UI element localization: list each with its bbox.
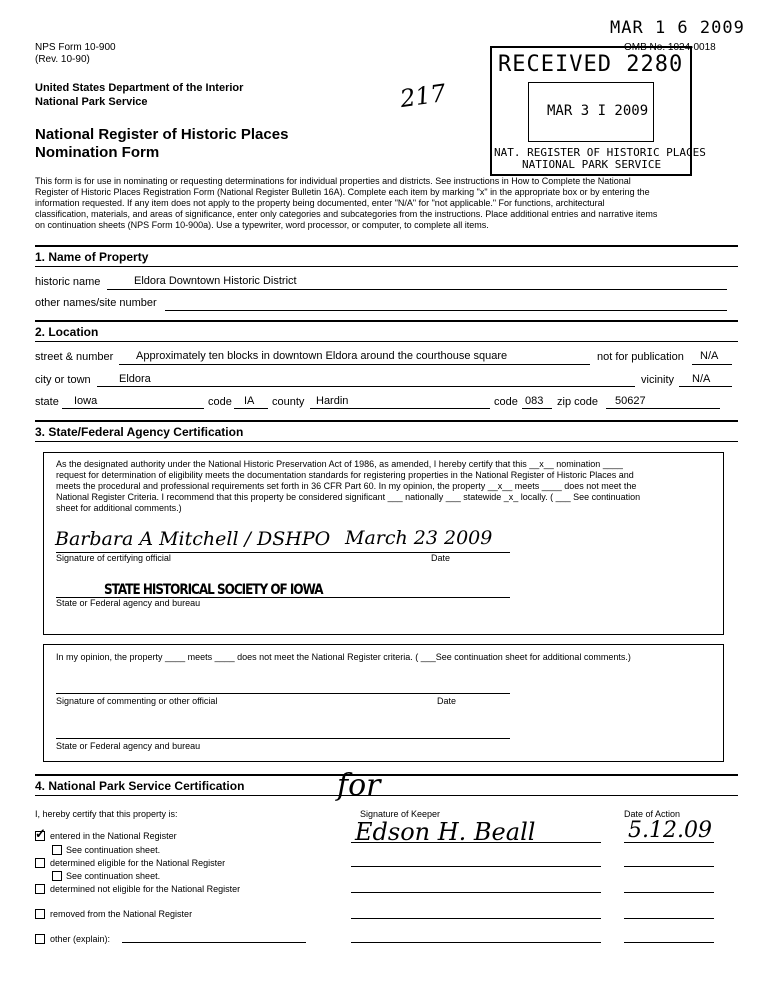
historic-name-label: historic name — [35, 276, 101, 288]
state-code-value[interactable]: IA — [244, 395, 255, 407]
date-line-2 — [624, 866, 714, 867]
state-line — [62, 408, 204, 409]
section2-rule — [35, 341, 738, 342]
section4-rule — [35, 795, 738, 796]
state-value[interactable]: Iowa — [74, 395, 98, 407]
instructions — [35, 176, 745, 231]
city-label: city or town — [35, 374, 91, 386]
instructions-line4: classification, materials, and areas of significance, enter only categories and subcategories from the instructions. Place additional entries and narrative items — [35, 209, 658, 219]
section3-heading: 3. State/Federal Agency Certification — [35, 425, 244, 439]
action-date: 5.12.09 — [628, 818, 712, 843]
other-names-label: other names/site number — [35, 297, 157, 309]
other-names-line — [165, 310, 727, 311]
received-date: MAR 3 I 2009 — [547, 103, 649, 119]
comment-date-label: Date — [437, 696, 457, 706]
entered-label: entered in the National Register — [50, 831, 177, 841]
instructions-line5: on continuation sheets (NPS Form 10-900a). Use a typewriter, word processor, or computer, to complete all items. — [35, 220, 489, 230]
agency-label: State or Federal agency and bureau — [56, 598, 201, 608]
keeper-label: Signature of Keeper — [360, 809, 441, 819]
service-name: National Park Service — [35, 96, 148, 108]
eligible-label: determined eligible for the National Register — [50, 858, 226, 868]
cert-line1: As the designated authority under the National Historic Preservation Act of 1986, as amended, I hereby certify that this __x__ nomination ____ — [56, 459, 623, 469]
section1-heading: 1. Name of Property — [35, 250, 149, 264]
zip-value[interactable]: 50627 — [615, 395, 646, 407]
received-date-box — [528, 82, 654, 142]
agency-stamp: STATE HISTORICAL SOCIETY OF IOWA — [104, 580, 323, 598]
top-date-stamp: MAR 1 6 2009 — [610, 18, 745, 38]
nfp-line — [692, 364, 732, 365]
section3-rule-top — [35, 420, 738, 422]
cert-line2: request for determination of eligibility meets the documentation standards for registering properties in the National Register of Historic Places and — [56, 470, 634, 480]
keeper-line-4 — [351, 918, 601, 919]
handwritten-number: 217 — [398, 78, 448, 114]
county-code-value[interactable]: 083 — [525, 395, 544, 407]
nfp-label: not for publication — [597, 351, 684, 363]
form-revision: (Rev. 10-90) — [35, 54, 90, 65]
eligible-continuation-checkbox[interactable] — [52, 871, 62, 881]
eligible-continuation-label: See continuation sheet. — [66, 871, 161, 881]
not-eligible-checkbox[interactable] — [35, 884, 45, 894]
city-line — [97, 386, 635, 387]
other-label: other (explain): — [50, 934, 111, 944]
removed-checkbox[interactable] — [35, 909, 45, 919]
instructions-line1: This form is for use in nominating or requesting determinations for individual properties and districts. See instructions in How to Complete the National — [35, 176, 631, 186]
form-title-line2: Nomination Form — [35, 144, 160, 161]
entered-checkbox[interactable] — [35, 826, 46, 841]
section4-heading: 4. National Park Service Certification — [35, 779, 245, 793]
state-code-line — [234, 408, 268, 409]
county-label: county — [272, 396, 305, 408]
for-note: for — [337, 768, 381, 803]
historic-name-line — [107, 289, 727, 290]
section4-rule-top — [35, 774, 738, 776]
county-value[interactable]: Hardin — [316, 395, 349, 407]
signature-date-label: Date — [431, 553, 451, 563]
street-line — [119, 364, 590, 365]
cert-line3: meets the procedural and professional requirements set forth in 36 CFR Part 60. In my opinion, the property __x__ meets ____ does not meet the — [56, 481, 637, 491]
county-line — [310, 408, 490, 409]
comment-agency-label: State or Federal agency and bureau — [56, 741, 201, 751]
county-code-line — [522, 408, 552, 409]
certify-label: I, hereby certify that this property is: — [35, 809, 178, 819]
form-title-line1: National Register of Historic Places — [35, 126, 289, 143]
certifying-signature: Barbara A Mitchell / DSHPO — [55, 528, 331, 550]
historic-name-value[interactable]: Eldora Downtown Historic District — [134, 275, 297, 287]
received-org-line1: NAT. REGISTER OF HISTORIC PLACES — [494, 146, 706, 159]
cert-line4: National Register Criteria. I recommend that this property be considered significant ___ nationally ___ statewide _x_ locally. ( ___ See continuation — [56, 492, 641, 502]
vicinity-line — [679, 386, 732, 387]
section2-heading: 2. Location — [35, 325, 99, 339]
comment-agency-line — [56, 738, 510, 739]
received-stamp-title: RECEIVED 2280 — [498, 52, 684, 77]
state-label: state — [35, 396, 59, 408]
comment-signature-line — [56, 693, 510, 694]
date-line-4 — [624, 918, 714, 919]
keeper-signature: Edson H. Beall — [355, 818, 536, 846]
county-code-label: code — [494, 396, 518, 408]
signature-label: Signature of certifying official — [56, 553, 171, 563]
omb-number: OMB No. 1024-0018 — [624, 42, 716, 53]
form-number: NPS Form 10-900 — [35, 42, 116, 53]
keeper-line-1 — [351, 842, 601, 843]
date-line-1 — [624, 842, 714, 843]
section3-rule — [35, 441, 738, 442]
street-value[interactable]: Approximately ten blocks in downtown Eldora around the courthouse square — [136, 350, 508, 362]
comment-signature-label: Signature of commenting or other official — [56, 696, 218, 706]
entered-continuation-checkbox[interactable] — [52, 845, 62, 855]
removed-label: removed from the National Register — [50, 909, 193, 919]
keeper-line-5 — [351, 942, 601, 943]
zip-line — [606, 408, 720, 409]
date-of-action-label: Date of Action — [624, 809, 681, 819]
certification-text — [56, 459, 716, 514]
department-name: United States Department of the Interior — [35, 82, 244, 94]
zip-label: zip code — [557, 396, 598, 408]
entered-continuation-label: See continuation sheet. — [66, 845, 161, 855]
eligible-checkbox[interactable] — [35, 858, 45, 868]
date-line-3 — [624, 892, 714, 893]
vicinity-value[interactable]: N/A — [692, 373, 711, 385]
section2-rule-top — [35, 320, 738, 322]
instructions-line3: information requested. If any item does not apply to the property being documented, enter "N/A" for "not applicable." For functions, architectural — [35, 198, 605, 208]
other-explain-line — [122, 942, 306, 943]
not-eligible-label: determined not eligible for the National Register — [50, 884, 241, 894]
section1-rule — [35, 266, 738, 267]
section1-rule-top — [35, 245, 738, 247]
certifying-date: March 23 2009 — [345, 527, 493, 549]
cert-line5: sheet for additional comments.) — [56, 503, 182, 513]
keeper-line-3 — [351, 892, 601, 893]
instructions-line2: Register of Historic Places Registration Form (National Register Bulletin 16A). Complete each item by marking "x" in the appropriate box or by entering the — [35, 187, 650, 197]
vicinity-label: vicinity — [641, 374, 675, 386]
state-code-label: code — [208, 396, 232, 408]
opinion-text: In my opinion, the property ____ meets ____ does not meet the National Register criteria. ( ___See continuation sheet for additional comments.) — [56, 652, 631, 662]
check-mark-icon: ✓ — [35, 826, 46, 841]
nfp-value[interactable]: N/A — [700, 350, 719, 362]
city-value[interactable]: Eldora — [119, 373, 151, 385]
street-label: street & number — [35, 351, 114, 363]
date-line-5 — [624, 942, 714, 943]
other-checkbox[interactable] — [35, 934, 45, 944]
received-org-line2: NATIONAL PARK SERVICE — [522, 158, 662, 171]
keeper-line-2 — [351, 866, 601, 867]
